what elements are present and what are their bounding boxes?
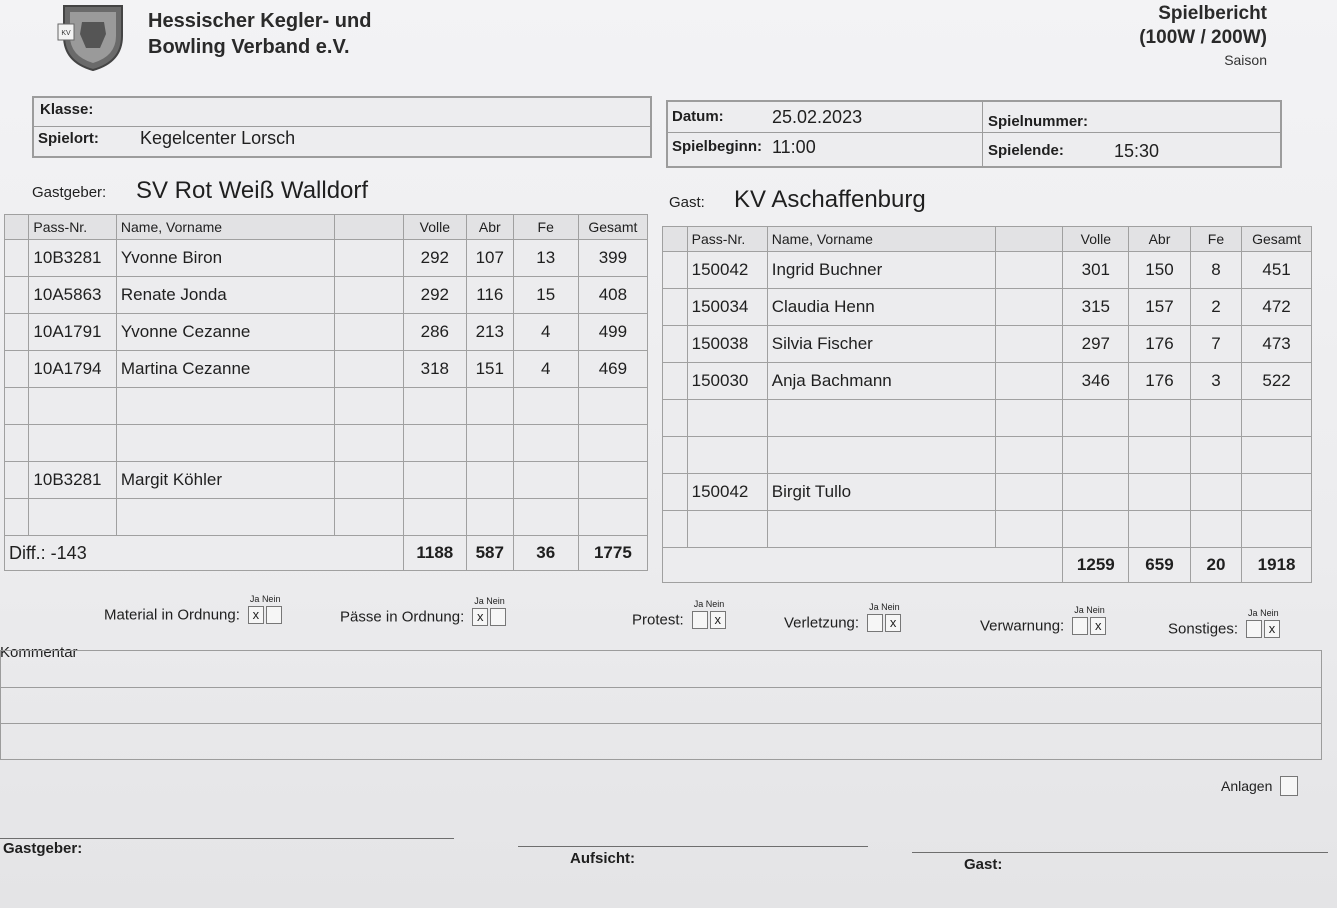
row-margin-cell bbox=[5, 499, 29, 536]
cell-abr: 116 bbox=[466, 277, 513, 314]
check-label: Sonstiges: bbox=[1168, 620, 1239, 638]
cell-gesamt bbox=[578, 499, 647, 536]
total-fe: 20 bbox=[1190, 548, 1241, 583]
cell-blank bbox=[334, 425, 403, 462]
header-name: Name, Vorname bbox=[767, 227, 995, 252]
ja-nein-header bbox=[250, 594, 281, 604]
home-header-row bbox=[5, 215, 648, 240]
total-gesamt: 1775 bbox=[578, 536, 647, 571]
header-gesamt: Gesamt bbox=[1242, 227, 1312, 252]
guest-corner-cell bbox=[663, 227, 688, 252]
ja-checkbox[interactable] bbox=[1072, 617, 1088, 635]
cell-name bbox=[767, 400, 995, 437]
cell-gesamt: 469 bbox=[578, 351, 647, 388]
org-line-1: Hessischer Kegler- und bbox=[148, 10, 372, 32]
row-margin-cell bbox=[5, 351, 29, 388]
signature-line-aufsicht bbox=[518, 846, 868, 847]
anlagen-checkbox[interactable] bbox=[1280, 776, 1298, 796]
cell-name: Yvonne Biron bbox=[116, 240, 334, 277]
check-group bbox=[340, 596, 506, 626]
cell-name bbox=[116, 499, 334, 536]
cell-pass bbox=[687, 511, 767, 548]
cell-fe: 8 bbox=[1190, 252, 1241, 289]
totals-blank bbox=[663, 548, 1063, 583]
kommentar-label: Kommentar bbox=[0, 644, 78, 661]
cell-volle bbox=[1063, 400, 1129, 437]
anlagen-label: Anlagen bbox=[1221, 778, 1273, 794]
report-title bbox=[1139, 2, 1267, 70]
cell-name: Yvonne Cezanne bbox=[116, 314, 334, 351]
home-score-table bbox=[4, 214, 648, 571]
row-margin-cell bbox=[5, 388, 29, 425]
ja-nein-boxes bbox=[1070, 605, 1106, 635]
cell-fe bbox=[513, 499, 578, 536]
datum-value: 25.02.2023 bbox=[772, 107, 863, 127]
player-row bbox=[5, 388, 648, 425]
ja-checkbox[interactable] bbox=[692, 611, 708, 629]
cell-pass: 150038 bbox=[687, 326, 767, 363]
header-fe: Fe bbox=[1190, 227, 1241, 252]
cell-gesamt bbox=[1242, 474, 1312, 511]
coat-of-arms-logo bbox=[56, 0, 130, 72]
player-row bbox=[663, 437, 1312, 474]
cell-gesamt bbox=[1242, 437, 1312, 474]
cell-volle bbox=[403, 462, 466, 499]
cell-fe bbox=[513, 462, 578, 499]
row-margin-cell bbox=[663, 437, 688, 474]
cell-name: Ingrid Buchner bbox=[767, 252, 995, 289]
spielbeginn-label: Spielbeginn: bbox=[672, 138, 762, 155]
nein-label: Nein bbox=[486, 596, 505, 606]
cell-fe bbox=[1190, 400, 1241, 437]
cell-pass bbox=[29, 388, 116, 425]
row-margin-cell bbox=[663, 400, 688, 437]
nein-checkbox[interactable] bbox=[266, 606, 282, 624]
cell-pass: 10A1794 bbox=[29, 351, 116, 388]
row-margin-cell bbox=[5, 240, 29, 277]
cell-fe: 4 bbox=[513, 314, 578, 351]
home-team-label: Gastgeber: bbox=[32, 184, 107, 201]
cell-name bbox=[116, 425, 334, 462]
guest-score-table bbox=[662, 226, 1312, 583]
cell-name: Margit Köhler bbox=[116, 462, 334, 499]
nein-checkbox[interactable]: x bbox=[710, 611, 726, 629]
ja-nein-header bbox=[694, 599, 725, 609]
cell-gesamt bbox=[578, 425, 647, 462]
check-group bbox=[104, 594, 282, 624]
kommentar-line-1 bbox=[1, 687, 1321, 688]
cell-abr: 213 bbox=[466, 314, 513, 351]
spielende-value: 15:30 bbox=[1114, 141, 1160, 161]
player-row bbox=[663, 511, 1312, 548]
cell-abr bbox=[1129, 400, 1191, 437]
cell-name: Renate Jonda bbox=[116, 277, 334, 314]
player-row bbox=[5, 277, 648, 314]
cell-abr: 157 bbox=[1129, 289, 1191, 326]
cell-name bbox=[116, 388, 334, 425]
cell-blank bbox=[995, 474, 1063, 511]
cell-volle bbox=[403, 388, 466, 425]
cell-pass: 150030 bbox=[687, 363, 767, 400]
report-title-line-1: Spielbericht bbox=[1158, 3, 1267, 24]
cell-name: Birgit Tullo bbox=[767, 474, 995, 511]
nein-checkbox[interactable] bbox=[490, 608, 506, 626]
cell-fe: 15 bbox=[513, 277, 578, 314]
cell-pass: 150042 bbox=[687, 474, 767, 511]
home-team-name: SV Rot Weiß Walldorf bbox=[136, 177, 369, 204]
cell-name: Silvia Fischer bbox=[767, 326, 995, 363]
cell-blank bbox=[995, 363, 1063, 400]
datum-row bbox=[668, 102, 1280, 133]
cell-gesamt: 472 bbox=[1242, 289, 1312, 326]
cell-abr bbox=[466, 388, 513, 425]
cell-fe bbox=[1190, 474, 1241, 511]
ja-label: Ja bbox=[693, 599, 704, 609]
spielbeginn-value: 11:00 bbox=[772, 137, 816, 157]
cell-volle: 301 bbox=[1063, 252, 1129, 289]
player-row bbox=[5, 314, 648, 351]
check-group bbox=[980, 605, 1106, 635]
ja-nein-header bbox=[474, 596, 505, 606]
check-label: Pässe in Ordnung: bbox=[340, 608, 465, 626]
cell-name bbox=[767, 511, 995, 548]
guest-header-row bbox=[663, 227, 1312, 252]
nein-label: Nein bbox=[705, 599, 725, 609]
player-row bbox=[663, 252, 1312, 289]
cell-blank bbox=[334, 351, 403, 388]
cell-fe: 3 bbox=[1190, 363, 1241, 400]
guest-team-name: KV Aschaffenburg bbox=[734, 186, 926, 213]
cell-abr: 151 bbox=[466, 351, 513, 388]
player-row bbox=[5, 351, 648, 388]
cell-pass bbox=[687, 400, 767, 437]
cell-gesamt bbox=[578, 388, 647, 425]
total-volle: 1259 bbox=[1063, 548, 1129, 583]
cell-abr bbox=[466, 499, 513, 536]
cell-abr bbox=[1129, 437, 1191, 474]
check-label: Protest: bbox=[632, 611, 684, 629]
ja-checkbox[interactable] bbox=[867, 614, 883, 632]
nein-label: Nein bbox=[1086, 605, 1105, 615]
cell-blank bbox=[334, 277, 403, 314]
row-margin-cell bbox=[5, 462, 29, 499]
header-volle: Volle bbox=[403, 215, 466, 240]
cell-volle bbox=[1063, 511, 1129, 548]
ja-checkbox[interactable]: x bbox=[248, 606, 264, 624]
header-abr: Abr bbox=[1129, 227, 1191, 252]
check-group bbox=[632, 599, 726, 629]
spielort-value: Kegelcenter Lorsch bbox=[140, 128, 296, 148]
cell-pass: 10A1791 bbox=[29, 314, 116, 351]
nein-label: Nein bbox=[261, 594, 281, 604]
cell-abr: 176 bbox=[1129, 326, 1191, 363]
player-row bbox=[663, 474, 1312, 511]
cell-blank bbox=[995, 511, 1063, 548]
cell-volle: 318 bbox=[403, 351, 466, 388]
row-margin-cell bbox=[5, 314, 29, 351]
check-label: Verwarnung: bbox=[980, 617, 1065, 635]
cell-volle: 297 bbox=[1063, 326, 1129, 363]
cell-name: Anja Bachmann bbox=[767, 363, 995, 400]
cell-fe: 13 bbox=[513, 240, 578, 277]
cell-abr bbox=[1129, 474, 1191, 511]
row-margin-cell bbox=[5, 425, 29, 462]
cell-volle bbox=[1063, 474, 1129, 511]
ja-label: Ja bbox=[249, 594, 260, 604]
signature-label-gastgeber: Gastgeber: bbox=[3, 840, 83, 857]
player-row bbox=[5, 240, 648, 277]
ja-nein-boxes bbox=[470, 596, 506, 626]
ja-label: Ja bbox=[1074, 605, 1084, 615]
report-title-line-2: (100W / 200W) bbox=[1139, 27, 1267, 48]
row-margin-cell bbox=[5, 277, 29, 314]
cell-blank bbox=[995, 289, 1063, 326]
cell-abr: 176 bbox=[1129, 363, 1191, 400]
ja-nein-boxes bbox=[1244, 608, 1280, 638]
cell-gesamt bbox=[1242, 400, 1312, 437]
cell-fe bbox=[513, 388, 578, 425]
nein-checkbox[interactable]: x bbox=[885, 614, 901, 632]
organisation-name bbox=[148, 8, 371, 60]
cell-blank bbox=[995, 400, 1063, 437]
player-row bbox=[663, 289, 1312, 326]
klasse-row bbox=[34, 98, 650, 127]
kommentar-line-2 bbox=[1, 723, 1321, 724]
info-box-left bbox=[32, 96, 652, 158]
nein-checkbox[interactable]: x bbox=[1264, 620, 1280, 638]
ja-nein-header bbox=[1074, 605, 1105, 615]
kommentar-box[interactable] bbox=[0, 650, 1322, 760]
klasse-label: Klasse: bbox=[40, 101, 94, 118]
cell-blank bbox=[334, 499, 403, 536]
row-margin-cell bbox=[663, 511, 688, 548]
totals-row bbox=[5, 536, 648, 571]
header-volle: Volle bbox=[1063, 227, 1129, 252]
cell-gesamt: 499 bbox=[578, 314, 647, 351]
cell-name: Martina Cezanne bbox=[116, 351, 334, 388]
cell-abr: 150 bbox=[1129, 252, 1191, 289]
header-pass: Pass-Nr. bbox=[687, 227, 767, 252]
cell-volle bbox=[1063, 437, 1129, 474]
signature-line-gastgeber bbox=[0, 838, 454, 839]
total-abr: 587 bbox=[466, 536, 513, 571]
cell-pass: 10B3281 bbox=[29, 462, 116, 499]
check-group bbox=[1168, 608, 1280, 638]
cell-name bbox=[767, 437, 995, 474]
row-margin-cell bbox=[663, 474, 688, 511]
row-margin-cell bbox=[663, 289, 688, 326]
ja-checkbox[interactable]: x bbox=[472, 608, 488, 626]
datum-label: Datum: bbox=[672, 108, 724, 125]
cell-abr bbox=[466, 462, 513, 499]
ja-nein-header bbox=[869, 602, 900, 612]
total-gesamt: 1918 bbox=[1242, 548, 1312, 583]
cell-volle: 346 bbox=[1063, 363, 1129, 400]
cell-blank bbox=[995, 252, 1063, 289]
total-volle: 1188 bbox=[403, 536, 466, 571]
cell-volle: 315 bbox=[1063, 289, 1129, 326]
cell-abr: 107 bbox=[466, 240, 513, 277]
ja-label: Ja bbox=[869, 602, 879, 612]
cell-gesamt: 473 bbox=[1242, 326, 1312, 363]
saison-label: Saison bbox=[1224, 52, 1267, 68]
cell-fe: 7 bbox=[1190, 326, 1241, 363]
header-blank bbox=[995, 227, 1063, 252]
cell-gesamt bbox=[1242, 511, 1312, 548]
ja-nein-boxes bbox=[865, 602, 901, 632]
cell-pass bbox=[29, 499, 116, 536]
check-label: Material in Ordnung: bbox=[104, 606, 240, 624]
totals-row bbox=[663, 548, 1312, 583]
signature-label-aufsicht: Aufsicht: bbox=[570, 850, 635, 867]
ja-nein-boxes bbox=[690, 599, 726, 629]
player-row bbox=[5, 462, 648, 499]
row-margin-cell bbox=[663, 363, 688, 400]
cell-fe: 2 bbox=[1190, 289, 1241, 326]
cell-pass: 10B3281 bbox=[29, 240, 116, 277]
cell-volle: 286 bbox=[403, 314, 466, 351]
row-margin-cell bbox=[663, 326, 688, 363]
cell-abr bbox=[1129, 511, 1191, 548]
cell-abr bbox=[466, 425, 513, 462]
cell-gesamt: 522 bbox=[1242, 363, 1312, 400]
header-gesamt: Gesamt bbox=[578, 215, 647, 240]
spielende-label: Spielende: bbox=[988, 142, 1064, 159]
header-blank bbox=[334, 215, 403, 240]
nein-checkbox[interactable]: x bbox=[1090, 617, 1106, 635]
header-abr: Abr bbox=[466, 215, 513, 240]
cell-volle bbox=[403, 499, 466, 536]
home-corner-cell bbox=[5, 215, 29, 240]
signature-line-gast bbox=[912, 852, 1328, 853]
total-abr: 659 bbox=[1129, 548, 1191, 583]
cell-pass: 10A5863 bbox=[29, 277, 116, 314]
ja-label: Ja bbox=[1248, 608, 1258, 618]
cell-blank bbox=[995, 437, 1063, 474]
diff-value: Diff.: -143 bbox=[5, 536, 404, 571]
cell-fe bbox=[1190, 437, 1241, 474]
cell-fe bbox=[1190, 511, 1241, 548]
cell-blank bbox=[334, 240, 403, 277]
info-divider bbox=[982, 102, 983, 166]
ja-nein-boxes bbox=[246, 594, 282, 624]
player-row bbox=[663, 363, 1312, 400]
cell-pass bbox=[687, 437, 767, 474]
signature-label-gast: Gast: bbox=[964, 856, 1003, 873]
player-row bbox=[663, 326, 1312, 363]
ja-checkbox[interactable] bbox=[1246, 620, 1262, 638]
header-fe: Fe bbox=[513, 215, 578, 240]
header-name: Name, Vorname bbox=[116, 215, 334, 240]
row-margin-cell bbox=[663, 252, 688, 289]
org-line-2: Bowling Verband e.V. bbox=[148, 36, 350, 58]
player-row bbox=[5, 499, 648, 536]
cell-fe bbox=[513, 425, 578, 462]
cell-gesamt: 399 bbox=[578, 240, 647, 277]
ja-label: Ja bbox=[474, 596, 484, 606]
cell-pass bbox=[29, 425, 116, 462]
guest-team-label: Gast: bbox=[669, 194, 705, 211]
check-group bbox=[784, 602, 901, 632]
cell-pass: 150034 bbox=[687, 289, 767, 326]
svg-text:KV: KV bbox=[61, 30, 71, 37]
cell-pass: 150042 bbox=[687, 252, 767, 289]
spielort-label: Spielort: bbox=[38, 130, 99, 147]
player-row bbox=[663, 400, 1312, 437]
nein-label: Nein bbox=[881, 602, 900, 612]
cell-gesamt bbox=[578, 462, 647, 499]
ja-nein-header bbox=[1248, 608, 1279, 618]
cell-volle: 292 bbox=[403, 240, 466, 277]
cell-blank bbox=[334, 462, 403, 499]
cell-volle: 292 bbox=[403, 277, 466, 314]
cell-blank bbox=[334, 388, 403, 425]
header-pass: Pass-Nr. bbox=[29, 215, 116, 240]
cell-volle bbox=[403, 425, 466, 462]
cell-blank bbox=[995, 326, 1063, 363]
cell-name: Claudia Henn bbox=[767, 289, 995, 326]
player-row bbox=[5, 425, 648, 462]
total-fe: 36 bbox=[513, 536, 578, 571]
check-label: Verletzung: bbox=[784, 614, 860, 632]
cell-blank bbox=[334, 314, 403, 351]
nein-label: Nein bbox=[1260, 608, 1279, 618]
cell-gesamt: 408 bbox=[578, 277, 647, 314]
spielnummer-label: Spielnummer: bbox=[988, 113, 1089, 130]
info-box-right bbox=[666, 100, 1282, 168]
cell-gesamt: 451 bbox=[1242, 252, 1312, 289]
cell-fe: 4 bbox=[513, 351, 578, 388]
